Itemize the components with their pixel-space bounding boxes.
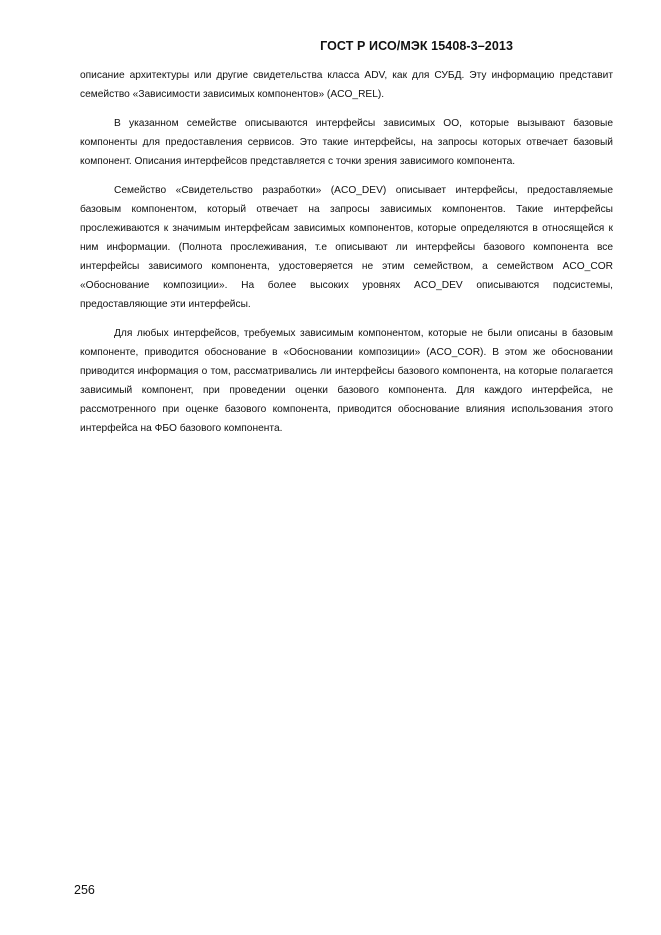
paragraph: В указанном семействе описываются интерфейсы зависимых ОО, которые вызывают базовые компоненты для предоставления сервисов. Это такие интерфейсы, на запросы которых отвечает базовый компонент. Описания интерфейсов представляется с точки зрения зависимого компонента. xyxy=(80,118,613,167)
document-header: ГОСТ Р ИСО/МЭК 15408-3–2013 xyxy=(320,39,513,53)
paragraph: Для любых интерфейсов, требуемых зависимым компонентом, которые не были описаны в базовым компоненте, приводится обоснование в «Обосновании композиции» (ACO_COR). В этом же обосновании приводится информация о том, рассматривались ли интерфейсы базового компонента, на которые полагается зависимый компонент, при проведении оценки базового компонента. Для каждого интерфейса, не рассмотренного при оценке базового компонента, приводится обоснование влияния использования этого интерфейса на ФБО базового компонента. xyxy=(80,328,613,434)
paragraph-continuation: описание архитектуры или другие свидетельства класса ADV, как для СУБД. Эту информацию представит семейство «Зависимости зависимых компонентов» (ACO_REL). xyxy=(80,70,613,100)
document-body xyxy=(80,66,613,448)
page-number: 256 xyxy=(74,883,95,897)
paragraph: Семейство «Свидетельство разработки» (ACO_DEV) описывает интерфейсы, предоставляемые базовым компонентом, который отвечает на запросы зависимых компонентов. Такие интерфейсы прослеживаются к значимым интерфейсам зависимых компонентов, которые определяются в относящейся к ним информации. (Полнота прослеживания, т.е описывают ли интерфейсы базового компонента все интерфейсы зависимого компонента, удостоверяется не этим семейством, а семейством ACO_COR «Обоснование композиции». На более высоких уровнях ACO_DEV описываются подсистемы, предоставляющие эти интерфейсы. xyxy=(80,185,613,310)
